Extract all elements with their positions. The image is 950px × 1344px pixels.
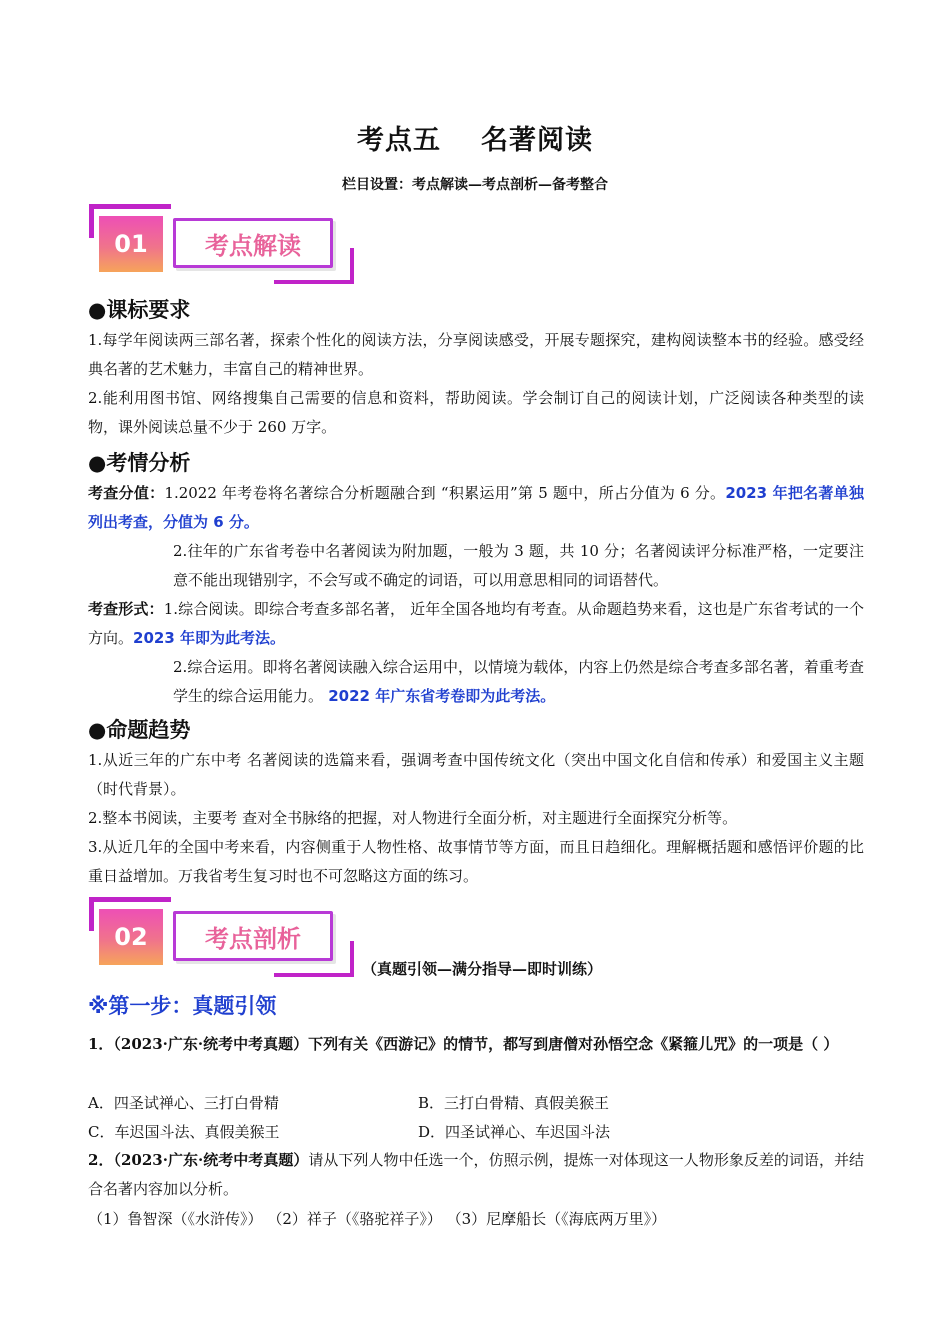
banner-label: 考点解读: [173, 218, 333, 268]
title-part2: 名著阅读: [481, 125, 593, 156]
heading-curriculum: ●课标要求: [88, 298, 191, 322]
trend-paragraph-2: 2.整本书阅读，主要考 查对全书脉络的把握，对人物进行全面分析，对主题进行全面探究分析等。: [88, 809, 738, 827]
form-paragraph-1: 考查形式：1.综合阅读。即综合考查多部名著， 近年全国各地均有考查。从命题趋势来看，这也是广东省考试的一个方向。2023 年即为此考法。: [88, 600, 864, 647]
question-1-option-b: B．三打白骨精、真假美猴王: [418, 1094, 610, 1112]
curriculum-paragraph-2: 2.能利用图书馆、网络搜集自己需要的信息和资料，帮助阅读。学会制订自己的阅读计划，广泛阅读各种类型的读物，课外阅读总量不少于 260 万字。: [88, 389, 864, 436]
trend-paragraph-1: 1.从近三年的广东中考 名著阅读的选篇来看，强调考查中国传统文化（突出中国文化自信和传承）和爱国主义主题（时代背景）。: [88, 751, 864, 798]
heading-exam-analysis: ●考情分析: [88, 451, 191, 475]
heading-trend: ●命题趋势: [88, 718, 191, 742]
page-title: [0, 118, 950, 157]
section-banner-02: [89, 897, 354, 977]
section-note: （真题引领—满分指导—即时训练）: [362, 960, 603, 978]
title-part1: 考点五: [357, 125, 441, 156]
question-1-option-c: C．车迟国斗法、真假美猴王: [88, 1123, 280, 1141]
section-banner-01: [89, 204, 354, 284]
score-paragraph-1: 考查分值：1.2022 年考卷将名著综合分析题融合到 “积累运用”第 5 题中，所占分值为 6 分。2023 年把名著单独列出考查，分值为 6 分。: [88, 484, 864, 531]
banner-number: 02: [99, 909, 163, 965]
banner-label: 考点剖析: [173, 911, 333, 961]
trend-paragraph-3: 3.从近几年的全国中考来看，内容侧重于人物性格、故事情节等方面，而且日趋细化。理解概括题和感悟评价题的比重日益增加。万我省考生复习时也不可忽略这方面的练习。: [88, 838, 864, 885]
question-1-option-a: A．四圣试禅心、三打白骨精: [88, 1094, 279, 1112]
banner-number: 01: [99, 216, 163, 272]
question-2-choices: （1）鲁智深（《水浒传》） （2）祥子（《骆驼祥子》） （3）尼摩船长（《海底两万里》）: [88, 1210, 667, 1228]
question-2-stem: 2．（2023·广东·统考中考真题）请从下列人物中任选一个，仿照示例，提炼一对体现这一人物形象反差的词语，并结合名著内容加以分析。: [88, 1151, 864, 1198]
step-heading: ※第一步：真题引领: [88, 994, 277, 1018]
question-1-option-d: D．四圣试禅心、车迟国斗法: [418, 1123, 611, 1141]
page-subtitle: 栏目设置：考点解读—考点剖析—备考整合: [342, 177, 608, 193]
question-1-stem: 1．（2023·广东·统考中考真题）下列有关《西游记》的情节，都写到唐僧对孙悟空念《紧箍儿咒》的一项是（ ）: [88, 1035, 839, 1053]
form-paragraph-2: 2.综合运用。即将名著阅读融入综合运用中，以情境为载体，内容上仍然是综合考查多部名著，着重考查学生的综合运用能力。 2022 年广东省考卷即为此考法。: [173, 658, 864, 705]
score-paragraph-2: 2.往年的广东省考卷中名著阅读为附加题，一般为 3 题，共 10 分；名著阅读评分标准严格，一定要注意不能出现错别字，不会写或不确定的词语，可以用意思相同的词语替代。: [173, 542, 864, 589]
curriculum-paragraph-1: 1.每学年阅读两三部名著，探索个性化的阅读方法，分享阅读感受，开展专题探究，建构阅读整本书的经验。感受经典名著的艺术魅力，丰富自己的精神世界。: [88, 331, 864, 378]
